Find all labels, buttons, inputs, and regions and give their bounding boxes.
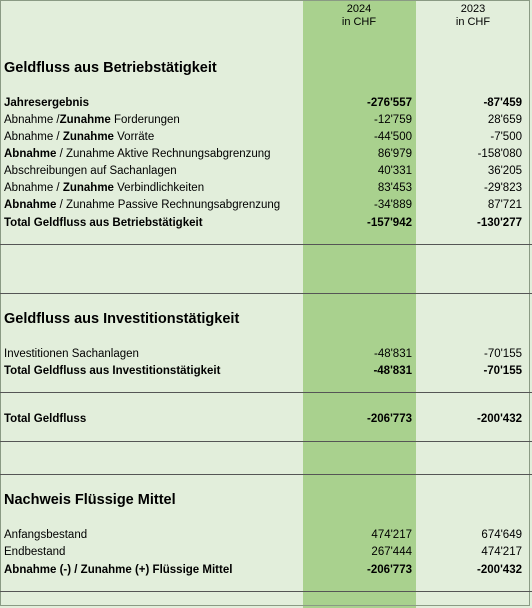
section-title-betrieb: Geldfluss aus Betriebstätigkeit xyxy=(4,60,217,76)
row-total-betrieb xyxy=(0,215,532,231)
row-label: Abnahme / Zunahme Aktive Rechnungsabgrenzung xyxy=(4,148,271,160)
row-total-investition xyxy=(0,363,532,379)
value-2024: 474'217 xyxy=(371,529,412,541)
value-2023: -130'277 xyxy=(477,217,522,229)
divider xyxy=(0,441,532,442)
header-2023-unit: in CHF xyxy=(455,16,491,28)
row-passive-rechnungsabgrenzung xyxy=(0,197,532,213)
value-2024: 83'453 xyxy=(377,182,412,194)
row-investitionen-sachanlagen xyxy=(0,346,532,362)
value-2023: -158'080 xyxy=(477,148,522,160)
value-2024: 86'979 xyxy=(377,148,412,160)
value-2024: 267'444 xyxy=(371,546,412,558)
row-total-geldfluss xyxy=(0,411,532,427)
value-2023: -70'155 xyxy=(483,348,522,360)
row-anfangsbestand xyxy=(0,527,532,543)
row-label: Abschreibungen auf Sachanlagen xyxy=(4,165,177,177)
row-forderungen xyxy=(0,112,532,128)
value-2023: -29'823 xyxy=(483,182,522,194)
value-2024: -44'500 xyxy=(373,131,412,143)
row-label: Endbestand xyxy=(4,546,66,558)
row-aktive-rechnungsabgrenzung xyxy=(0,146,532,162)
section-title-investition: Geldfluss aus Investitionstätigkeit xyxy=(4,311,240,327)
header-2024-unit: in CHF xyxy=(341,16,377,28)
value-2023: -200'432 xyxy=(477,413,522,425)
value-2023: 474'217 xyxy=(481,546,522,558)
value-2023: 87'721 xyxy=(487,199,522,211)
value-2023: 28'659 xyxy=(487,114,522,126)
row-verbindlichkeiten xyxy=(0,180,532,196)
header-2023-year: 2023 xyxy=(460,3,486,15)
row-label: Anfangsbestand xyxy=(4,529,88,541)
divider xyxy=(0,244,532,245)
row-label: Total Geldfluss aus Investitionstätigkeit xyxy=(4,365,221,377)
value-2024: -34'889 xyxy=(373,199,412,211)
value-2024: -206'773 xyxy=(367,413,412,425)
value-2024: -276'557 xyxy=(367,97,412,109)
row-label: Total Geldfluss aus Betriebstätigkeit xyxy=(4,217,203,229)
row-abschreibungen xyxy=(0,163,532,179)
section-title-nachweis: Nachweis Flüssige Mittel xyxy=(4,492,176,508)
row-label: Investitionen Sachanlagen xyxy=(4,348,139,360)
divider xyxy=(0,293,532,294)
value-2024: -48'831 xyxy=(373,365,412,377)
row-endbestand xyxy=(0,544,532,560)
value-2023: 36'205 xyxy=(487,165,522,177)
value-2023: -87'459 xyxy=(483,97,522,109)
value-2024: -48'831 xyxy=(373,348,412,360)
row-jahresergebnis xyxy=(0,95,532,111)
value-2024: -206'773 xyxy=(367,564,412,576)
value-2023: -7'500 xyxy=(490,131,522,143)
value-2023: -70'155 xyxy=(483,365,522,377)
row-label: Abnahme / Zunahme Passive Rechnungsabgrenzung xyxy=(4,199,281,211)
divider xyxy=(0,392,532,393)
row-label: Abnahme / Zunahme Vorräte xyxy=(4,131,155,143)
row-vorraete xyxy=(0,129,532,145)
row-label: Abnahme /Zunahme Forderungen xyxy=(4,114,180,126)
row-label: Jahresergebnis xyxy=(4,97,90,109)
value-2024: -157'942 xyxy=(367,217,412,229)
value-2024: -12'759 xyxy=(373,114,412,126)
header-2024 xyxy=(314,3,404,29)
value-2024: 40'331 xyxy=(377,165,412,177)
row-label: Total Geldfluss xyxy=(4,413,87,425)
value-2023: -200'432 xyxy=(477,564,522,576)
row-veraenderung-fluessige-mittel xyxy=(0,562,532,578)
header-2023 xyxy=(428,3,518,29)
divider xyxy=(0,474,532,475)
header-2024-year: 2024 xyxy=(346,3,372,15)
value-2023: 674'649 xyxy=(481,529,522,541)
divider xyxy=(0,591,532,592)
row-label: Abnahme / Zunahme Verbindlichkeiten xyxy=(4,182,205,194)
row-label: Abnahme (-) / Zunahme (+) Flüssige Mittel xyxy=(4,564,233,576)
